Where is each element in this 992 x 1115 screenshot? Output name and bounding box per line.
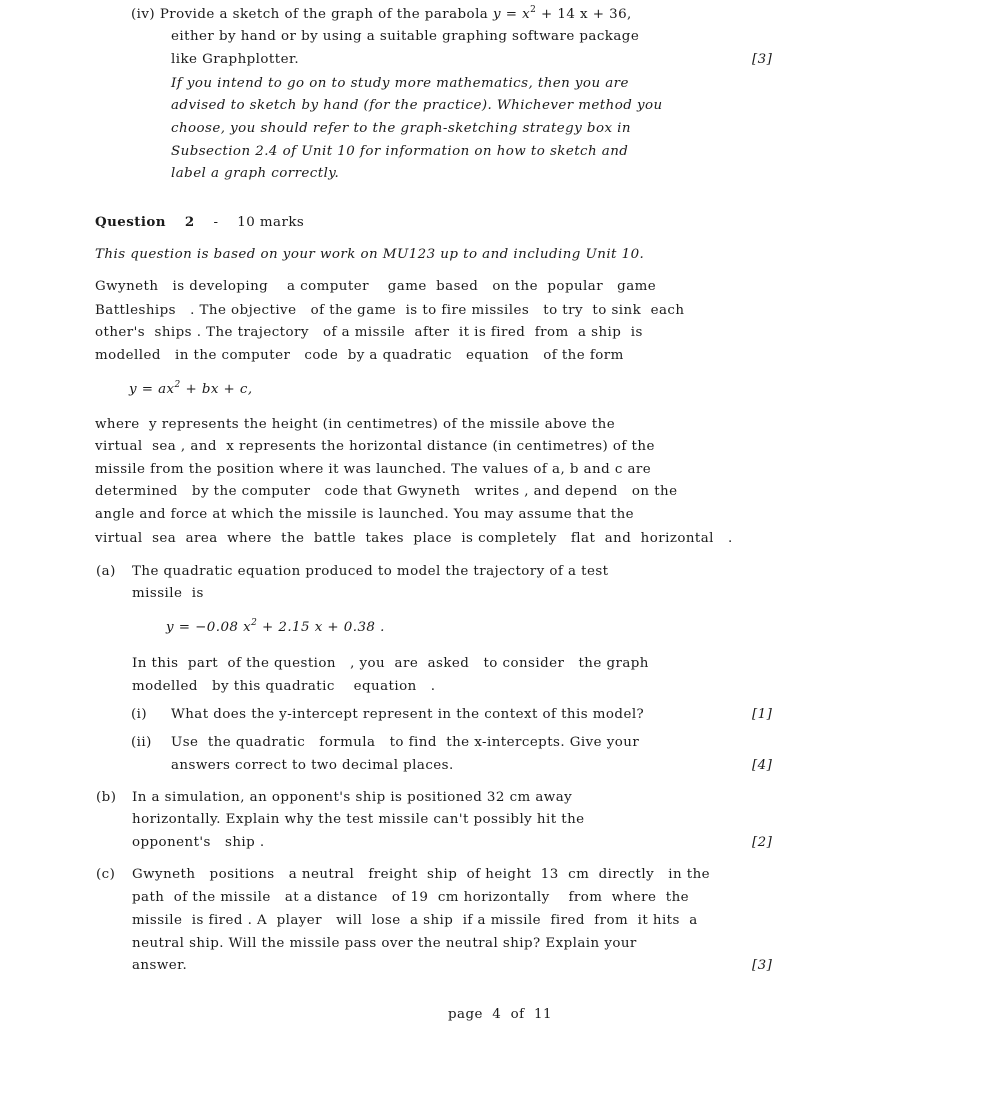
intro-line-2: Battleships . The objective of the game is to fire missiles to try to sink each	[95, 303, 685, 318]
part-iv-note-5: label a graph correctly.	[171, 166, 340, 181]
part-iv-line-3: like Graphplotter.	[171, 52, 300, 67]
question-basis: This question is based on your work on MU123 up to and including Unit 10.	[95, 247, 645, 262]
part-a-eq-pre: y = −0.08 x	[166, 620, 252, 635]
question-2-heading	[95, 214, 304, 230]
general-eq-post: + bx + c,	[185, 382, 253, 397]
part-a-eq-post: + 2.15 x + 0.38 .	[262, 620, 385, 635]
where-line-6: virtual sea area where the battle takes place is completely flat and horizontal .	[95, 531, 733, 546]
part-c-line-2: path of the missile at a distance of 19 cm horizontally from where the	[132, 890, 690, 905]
part-c-label: (c)	[96, 867, 116, 882]
intro-line-1: Gwyneth is developing a computer game based on the popular game	[95, 279, 657, 294]
question-dash: -	[213, 215, 219, 230]
part-a-ii-label: (ii)	[131, 735, 152, 750]
part-iv-note-1: If you intend to go on to study more mathematics, then you are	[171, 76, 629, 91]
where-line-5: angle and force at which the missile is launched. You may assume that the	[95, 507, 635, 522]
part-c-line-4: neutral ship. Will the missile pass over the neutral ship? Explain your	[132, 936, 637, 951]
part-iv-marks: [3]	[752, 52, 773, 67]
part-a-label: (a)	[96, 564, 116, 579]
where-line-3: missile from the position where it was launched. The values of a, b and c are	[95, 462, 652, 477]
general-equation	[129, 382, 253, 397]
part-a-consider-1: In this part of the question , you are asked to consider the graph	[132, 656, 649, 671]
part-iv-line-2: either by hand or by using a suitable graphing software package	[171, 29, 640, 44]
part-iv-note-3: choose, you should refer to the graph-sketching strategy box in	[171, 121, 631, 136]
part-b-line-1: In a simulation, an opponent's ship is positioned 32 cm away	[132, 790, 573, 805]
part-a-i-marks: [1]	[752, 707, 773, 722]
where-line-4: determined by the computer code that Gwyneth writes , and depend on the	[95, 484, 678, 499]
part-iv-eq-rest: + 14 x + 36	[541, 7, 628, 22]
part-iv-line-1: (iv) Provide a sketch of the graph of the parabola $y = x^2 + 14$ x + 36,	[131, 5, 632, 22]
part-a-consider-2: modelled by this quadratic equation .	[132, 679, 436, 694]
part-c-marks: [3]	[752, 958, 773, 973]
general-eq-exp: 2	[174, 380, 181, 390]
question-marks: 10 marks	[237, 215, 305, 230]
part-b-label: (b)	[96, 790, 117, 805]
part-iv-note-4: Subsection 2.4 of Unit 10 for information on how to sketch and	[171, 144, 629, 159]
part-iv-note-2: advised to sketch by hand (for the practice). Whichever method you	[171, 98, 663, 113]
part-a-ii-line-2: answers correct to two decimal places.	[171, 758, 454, 773]
where-line-1: where y represents the height (in centimetres) of the missile above the	[95, 417, 616, 432]
part-a-ii-marks: [4]	[752, 758, 773, 773]
part-a-equation	[166, 620, 385, 635]
question-number: 2	[184, 214, 195, 230]
part-c-line-3: missile is fired . A player will lose a ship if a missile fired from it hits a	[132, 913, 698, 928]
part-iv-lead: Provide a sketch of the graph of the parabola	[159, 7, 489, 22]
part-a-eq-exp: 2	[251, 618, 258, 628]
part-b-line-2: horizontally. Explain why the test missile can't possibly hit the	[132, 812, 585, 827]
part-iv-eq-x: x	[522, 7, 531, 22]
question-heading-word: Question	[95, 214, 166, 230]
part-b-marks: [2]	[752, 835, 773, 850]
where-line-2: virtual sea , and x represents the horizontal distance (in centimetres) of the	[95, 439, 655, 454]
part-a-i-label: (i)	[131, 707, 148, 722]
part-b-line-3: opponent's ship .	[132, 835, 265, 850]
part-iv-eq-exp: 2	[530, 5, 537, 15]
part-iv-eq-lhs: y	[492, 7, 501, 22]
part-iv-label: (iv)	[131, 7, 156, 22]
general-eq-pre: y = ax	[129, 382, 175, 397]
page-number: page 4 of 11	[448, 1007, 552, 1022]
part-a-line-2: missile is	[132, 586, 204, 601]
part-a-i-text: What does the y-intercept represent in the context of this model?	[171, 707, 645, 722]
part-a-ii-line-1: Use the quadratic formula to find the x-intercepts. Give your	[171, 735, 640, 750]
intro-line-3: other's ships . The trajectory of a missile after it is fired from a ship is	[95, 325, 643, 340]
part-c-line-1: Gwyneth positions a neutral freight ship of height 13 cm directly in the	[132, 867, 711, 882]
part-a-line-1: The quadratic equation produced to model the trajectory of a test	[132, 564, 609, 579]
intro-line-4: modelled in the computer code by a quadratic equation of the form	[95, 348, 624, 363]
part-c-line-5: answer.	[132, 958, 188, 973]
part-iv-eq-eq: =	[505, 7, 518, 22]
